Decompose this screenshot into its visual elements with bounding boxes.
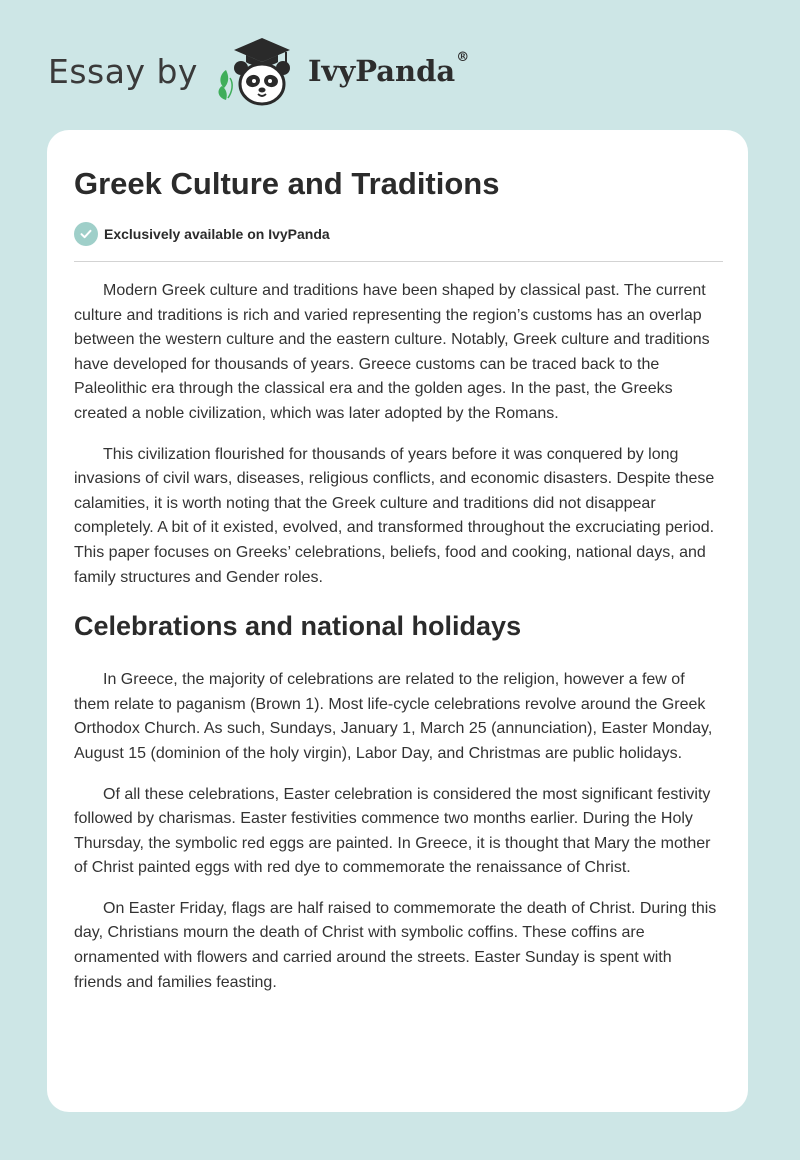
- paragraph: In Greece, the majority of celebrations are related to the religion, however a few of them relate to paganism (Brown 1). Most life-cycle celebrations revolve around the Greek Orthodox Church. As such, Sundays, January 1, March 25 (annunciation), Easter Monday, August 15 (dominion of the holy virgin), Labor Day, and Christmas are public holidays.: [74, 671, 713, 762]
- ivy-leaf-icon: [218, 70, 232, 100]
- exclusive-label: Exclusively available on IvyPanda: [104, 226, 330, 242]
- divider: [74, 261, 723, 262]
- paragraph: Modern Greek culture and traditions have been shaped by classical past. The current culture and traditions is rich and varied representing the region’s customs has an overlap between the western culture and the eastern culture. Notably, Greek culture and traditions have developed for thousands of years. Greece customs can be traced back to the Paleolithic era through the classical era and the golden ages. In the past, the Greeks created a noble civilization, which was later adopted by the Romans.: [74, 282, 710, 422]
- paragraph: Of all these celebrations, Easter celebration is considered the most significant festivity followed by charismas. Easter festivities commence two months earlier. During the Holy Thursday, the symbolic red eggs are painted. In Greece, it is thought that Mary the mother of Christ painted eggs with red dye to commemorate the renaissance of Christ.: [74, 785, 711, 877]
- section-heading: Celebrations and national holidays: [74, 611, 522, 642]
- site-header: [48, 34, 469, 108]
- registered-mark: ®: [456, 50, 470, 65]
- paragraph: This civilization flourished for thousands of years before it was conquered by long invasions of civil wars, diseases, religious conflicts, and economic disasters. Despite these calamities, it is worth noting that the Greek culture and traditions did not disappear completely. A bit of it existed, evolved, and transformed throughout the excruciating period. This paper focuses on Greeks’ celebrations, beliefs, food and cooking, national days, and family structures and Gender roles.: [74, 445, 715, 586]
- paragraph: On Easter Friday, flags are half raised to commemorate the death of Christ. During this day, Christians mourn the death of Christ with symbolic coffins. These coffins are ornamented with flowers and carried around the streets. Easter Sunday is spent with friends and families feasting.: [74, 899, 717, 991]
- brand-prefix: Essay by: [48, 51, 198, 91]
- essay-body: [74, 279, 723, 1011]
- panda-logo-icon[interactable]: [212, 34, 306, 108]
- essay-card: [47, 130, 748, 1112]
- check-icon: [74, 222, 98, 246]
- brand-name[interactable]: IvyPanda®: [307, 50, 470, 88]
- exclusive-badge: [74, 222, 330, 246]
- page-title: Greek Culture and Traditions: [74, 166, 500, 201]
